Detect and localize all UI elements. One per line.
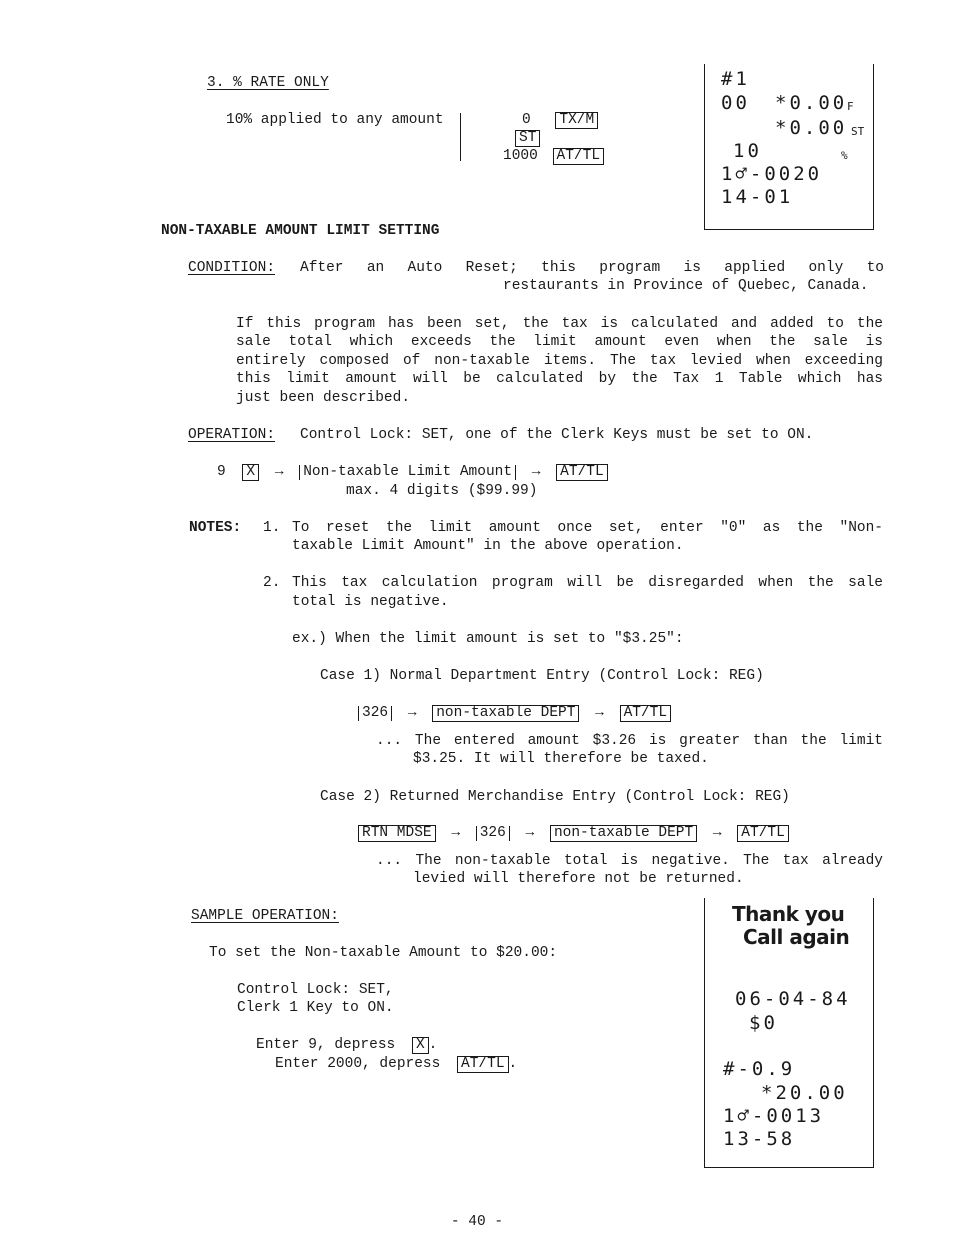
- note-2-line-1: This tax calculation program will be disregarded when the sale: [292, 575, 883, 591]
- page-number: - 40 -: [450, 1214, 504, 1230]
- st-key: ST: [515, 130, 540, 147]
- intro-line-3: entirely composed of non-taxable items. The tax levied when exceeding: [236, 353, 883, 369]
- step-2-text: Enter 2000, depress: [275, 1056, 441, 1072]
- rate-section-title: 3. % RATE ONLY: [207, 75, 329, 91]
- control-line-2: Clerk 1 Key to ON.: [237, 1000, 394, 1016]
- operation-text: Control Lock: SET, one of the Clerk Keys must be set to ON.: [300, 427, 814, 443]
- intro-line-4: this limit amount will be calculated by the Tax 1 Table which has: [236, 371, 883, 387]
- receipt-mark-st: ST: [851, 125, 865, 138]
- condition-text-2: restaurants in Province of Quebec, Canada.: [503, 278, 869, 294]
- receipt-thank-you: Thank you: [732, 902, 845, 926]
- case-1-title: Case 1) Normal Department Entry (Control Lock: REG): [320, 668, 764, 684]
- intro-line-2: sale total which exceeds the limit amount even when the sale is: [236, 334, 883, 350]
- condition-label: CONDITION:: [188, 260, 276, 276]
- receipt-mark-f: F: [847, 100, 854, 113]
- receipt-mark-percent: %: [841, 149, 848, 162]
- case-1-result-1: ... The entered amount $3.26 is greater than the limit: [376, 733, 883, 749]
- seq-prefix: 9: [217, 464, 226, 480]
- intro-line-5: just been described.: [236, 390, 411, 406]
- note-2-line-2: total is negative.: [292, 594, 449, 610]
- operation-sequence: [217, 463, 608, 482]
- step-1: [256, 1036, 437, 1055]
- receipt-line-2-left: 00: [721, 92, 750, 114]
- arrow-icon: →: [531, 464, 541, 480]
- notes-label: NOTES:: [189, 520, 242, 536]
- receipt-clerk: $0: [749, 1012, 778, 1034]
- case-1-sequence: [358, 704, 671, 723]
- case-2-result-2: levied will therefore not be returned.: [413, 871, 744, 887]
- receipt-code: #-0.9: [723, 1058, 796, 1080]
- rate-key-line1: [522, 111, 598, 130]
- receipt-line-3-right: *0.00: [775, 117, 848, 139]
- period: .: [428, 1037, 438, 1053]
- x-key: X: [242, 464, 259, 481]
- arrow-icon: →: [525, 825, 535, 841]
- amount-326-entry: 326: [476, 826, 510, 841]
- x-key: X: [412, 1037, 429, 1054]
- receipt-line-5: 1♂-0020: [721, 163, 823, 185]
- limit-amount-entry: Non-taxable Limit Amount: [299, 465, 516, 480]
- attl-key: AT/TL: [556, 464, 608, 481]
- section-heading: NON-TAXABLE AMOUNT LIMIT SETTING: [161, 223, 440, 239]
- rate-key-line3: [503, 147, 604, 166]
- period: .: [508, 1056, 518, 1072]
- receipt-sample: [704, 898, 874, 1168]
- arrow-icon: →: [407, 705, 417, 721]
- rtn-mdse-key: RTN MDSE: [358, 825, 436, 842]
- rate-description: 10% applied to any amount: [226, 112, 444, 128]
- condition-text-1: After an Auto Reset; this program is applied only to: [300, 260, 884, 276]
- max-digits-note: max. 4 digits ($99.99): [346, 483, 538, 499]
- case-1-result-2: $3.25. It will therefore be taxed.: [413, 751, 709, 767]
- sample-label: SAMPLE OPERATION:: [191, 908, 339, 924]
- rate-value-0: 0: [522, 112, 531, 128]
- note-1-number: 1.: [263, 520, 281, 536]
- non-taxable-dept-key: non-taxable DEPT: [550, 825, 697, 842]
- rate-key-line2: [515, 129, 540, 148]
- case-2-title: Case 2) Returned Merchandise Entry (Control Lock: REG): [320, 789, 790, 805]
- receipt-consec: 1♂-0013: [723, 1105, 825, 1127]
- txm-key: TX/M: [555, 112, 598, 129]
- arrow-icon: →: [595, 705, 604, 721]
- case-2-sequence: [358, 824, 789, 843]
- receipt-line-4-left: 10: [733, 140, 762, 162]
- example-text: ex.) When the limit amount is set to "$3.25":: [292, 631, 684, 647]
- attl-key: AT/TL: [457, 1056, 509, 1073]
- receipt-line-6: 14-01: [721, 186, 794, 208]
- intro-line-1: If this program has been set, the tax is calculated and added to the: [236, 316, 883, 332]
- attl-key: AT/TL: [737, 825, 789, 842]
- sample-goal: To set the Non-taxable Amount to $20.00:: [209, 945, 558, 961]
- arrow-icon: →: [274, 464, 284, 480]
- receipt-call-again: Call again: [743, 925, 850, 949]
- receipt-amount: *20.00: [761, 1082, 848, 1104]
- step-1-text: Enter 9, depress: [256, 1037, 396, 1053]
- receipt-time: 13-58: [723, 1128, 796, 1150]
- attl-key: AT/TL: [620, 705, 672, 722]
- note-1-line-1: To reset the limit amount once set, enter "0" as the "Non-: [292, 520, 883, 536]
- arrow-icon: →: [712, 825, 722, 841]
- amount-326-entry: 326: [358, 706, 392, 721]
- operation-label: OPERATION:: [188, 427, 276, 443]
- rate-value-1000: 1000: [503, 148, 538, 164]
- note-1-line-2: taxable Limit Amount" in the above operation.: [292, 538, 684, 554]
- arrow-icon: →: [451, 825, 461, 841]
- attl-key: AT/TL: [553, 148, 605, 165]
- receipt-rate: [704, 64, 874, 230]
- receipt-date: 06-04-84: [735, 988, 851, 1010]
- receipt-line-2-right: *0.00: [775, 92, 848, 114]
- step-2: [275, 1055, 517, 1074]
- divider-line: [460, 113, 461, 161]
- non-taxable-dept-key: non-taxable DEPT: [432, 705, 579, 722]
- case-2-result-1: ... The non-taxable total is negative. The tax already: [376, 853, 883, 869]
- receipt-line-1: #1: [721, 68, 750, 90]
- note-2-number: 2.: [263, 575, 281, 591]
- control-line-1: Control Lock: SET,: [237, 982, 394, 998]
